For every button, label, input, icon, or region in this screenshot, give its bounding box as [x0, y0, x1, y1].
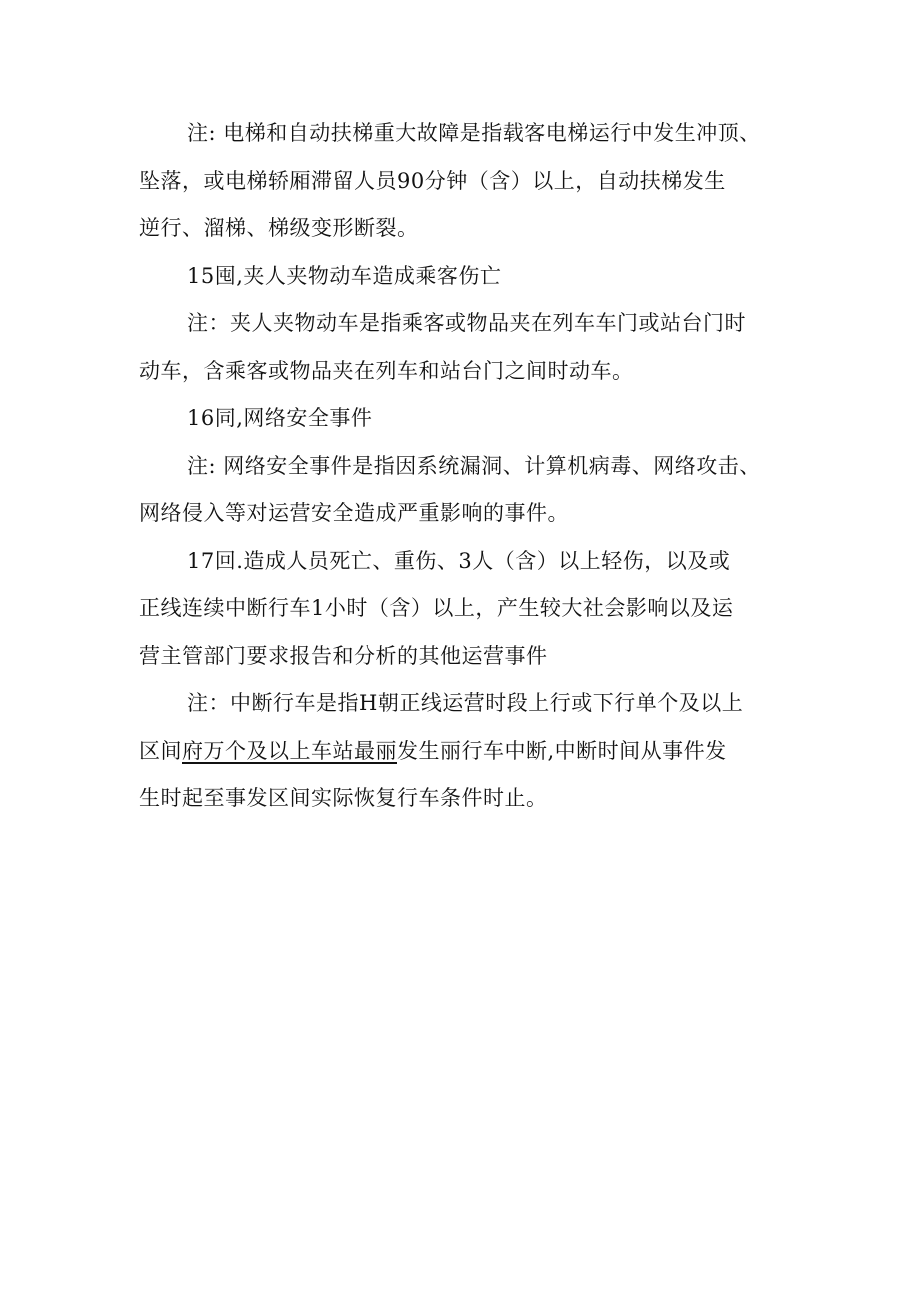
text-line: 营主管部门要求报告和分析的其他运营事件 — [139, 643, 548, 668]
underlined-text: 府万个及以上车站最丽 — [182, 738, 397, 763]
text-line: 注: 网络安全事件是指因系统漏洞、计算机病毒、网络攻击、 — [187, 453, 761, 478]
text-line: 注：中断行车是指H朝正线运营时段上行或下行单个及以上 — [187, 691, 744, 715]
text-line: 生时起至事发区间实际恢复行车条件时止。 — [139, 786, 548, 810]
text-segment: 区间 — [139, 738, 182, 763]
text-segment: 发生丽行车中断,中断时间从事件发 — [397, 738, 727, 763]
section-heading-17: 17回.造成人员死亡、重伤、3人（含）以上轻伤，以及或 — [187, 548, 731, 573]
text-line-with-underline — [139, 728, 789, 776]
text-line: 注：夹人夹物动车是指乘客或物品夹在列车车门或站台门时 — [187, 311, 746, 335]
document-body — [139, 110, 789, 823]
section-heading-15: 15囤,夹人夹物动车造成乘客伤亡 — [187, 263, 502, 288]
text-line: 逆行、溜梯、梯级变形断裂。 — [139, 216, 419, 240]
text-line: 动车，含乘客或物品夹在列车和站台门之间时动车。 — [139, 358, 634, 383]
section-heading-16: 16同,网络安全事件 — [187, 406, 373, 430]
text-line: 注: 电梯和自动扶梯重大故障是指载客电梯运行中发生冲顶、 — [187, 121, 761, 145]
text-line: 网络侵入等对运营安全造成严重影响的事件。 — [139, 501, 569, 525]
text-line: 正线连续中断行车1小时（含）以上，产生较大社会影响以及运 — [139, 596, 734, 620]
text-line: 坠落，或电梯轿厢滞留人员90分钟（含）以上，自动扶梯发生 — [139, 168, 726, 193]
